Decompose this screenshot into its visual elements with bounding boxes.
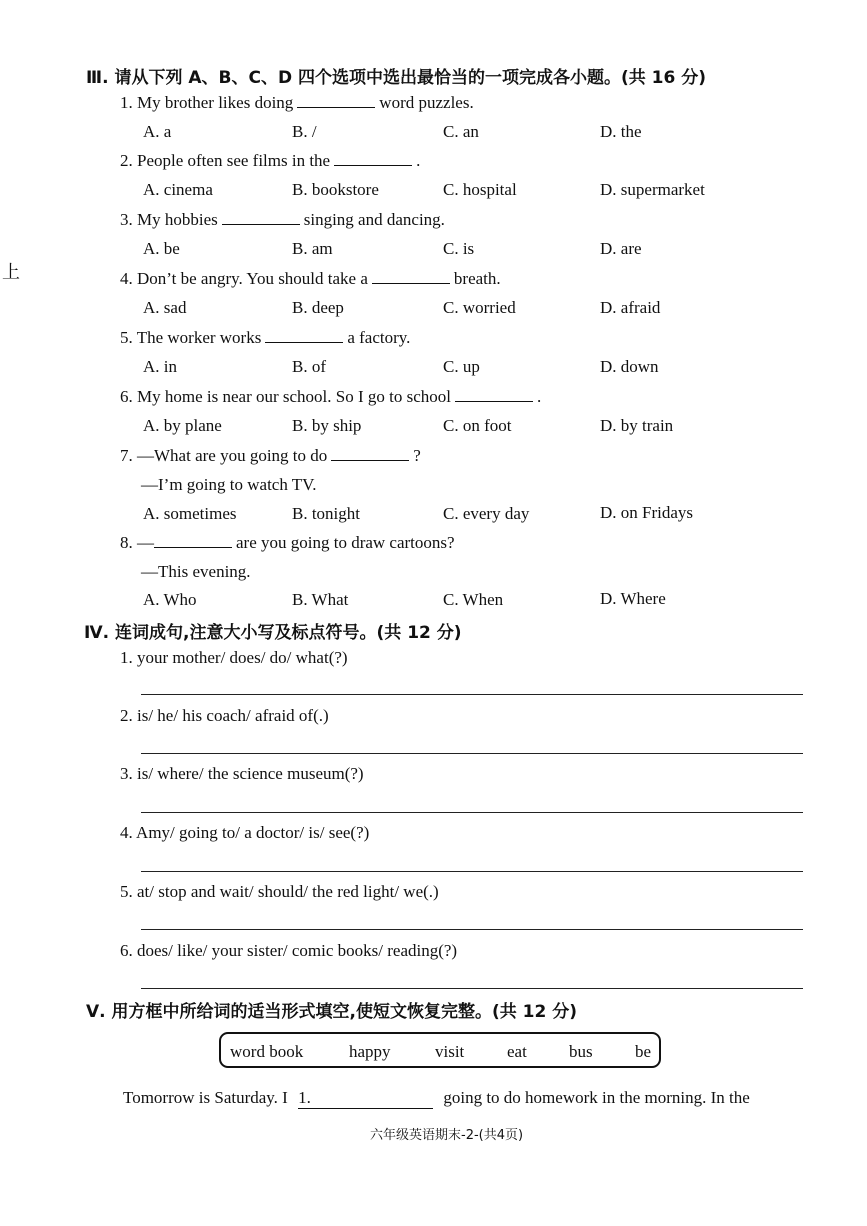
answer-blank[interactable] [222,210,300,225]
option-4d: D. afraid [600,298,661,317]
reorder-item-1: 1. your mother/ does/ do/ what(?) [120,648,348,667]
word-box-item: visit [435,1042,465,1061]
option-5a: A. in [143,357,177,376]
question-1: 1. My brother likes doing word puzzles. [120,93,474,112]
option-1a: A. a [143,122,172,141]
section-5-header: Ⅴ. 用方框中所给词的适当形式填空,使短文恢复完整。(共 12 分) [86,1002,578,1022]
reorder-item-2: 2. is/ he/ his coach/ afraid of(.) [120,706,329,725]
question-8-reply: —This evening. [141,562,251,581]
option-6a: A. by plane [143,416,222,435]
option-3d: D. are [600,239,642,258]
question-5: 5. The worker works a factory. [120,328,411,347]
option-2b: B. bookstore [292,180,379,199]
option-1b: B. / [292,122,317,141]
option-1d: D. the [600,122,642,141]
question-3: 3. My hobbies singing and dancing. [120,210,445,229]
answer-line-1[interactable] [141,694,803,695]
option-1c: C. an [443,122,479,141]
option-6d: D. by train [600,416,674,435]
option-2a: A. cinema [143,180,213,199]
answer-blank[interactable] [334,151,412,166]
answer-blank[interactable] [265,328,343,343]
option-4c: C. worried [443,298,516,317]
reorder-item-5: 5. at/ stop and wait/ should/ the red light/ we(.) [120,882,439,901]
option-2c: C. hospital [443,180,517,199]
option-6c: C. on foot [443,416,512,435]
option-7d: D. on Fridays [600,503,694,522]
question-7: 7. —What are you going to do ? [120,446,421,465]
passage-blank-1[interactable]: 1. [298,1088,433,1109]
answer-line-3[interactable] [141,812,803,813]
option-4a: A. sad [143,298,187,317]
question-4: 4. Don’t be angry. You should take a breath. [120,269,501,288]
option-8a: A. Who [143,590,197,609]
question-6: 6. My home is near our school. So I go to school . [120,387,542,406]
word-box-item: eat [507,1042,527,1061]
page-footer: 六年级英语期末-2-(共4页) [370,1128,524,1143]
answer-blank[interactable] [455,387,533,402]
section-3-header: Ⅲ. 请从下列 A、B、C、D 四个选项中选出最恰当的一项完成各小题。(共 16 分) [86,68,707,88]
option-8c: C. When [443,590,504,609]
answer-line-2[interactable] [141,753,803,754]
question-8: 8. — are you going to draw cartoons? [120,533,455,552]
margin-mark: 上 [2,262,20,283]
option-3a: A. be [143,239,180,258]
option-2d: D. supermarket [600,180,705,199]
answer-line-6[interactable] [141,988,803,989]
reorder-item-6: 6. does/ like/ your sister/ comic books/ reading(?) [120,941,458,960]
reorder-item-4: 4. Amy/ going to/ a doctor/ is/ see(?) [120,823,370,842]
option-7a: A. sometimes [143,504,237,523]
answer-blank[interactable] [331,446,409,461]
option-5c: C. up [443,357,480,376]
option-8d: D. Where [600,589,666,608]
option-7b: B. tonight [292,504,361,523]
section-4-header: Ⅳ. 连词成句,注意大小写及标点符号。(共 12 分) [84,623,462,643]
word-box-item: bus [569,1042,593,1061]
word-box-item: be [635,1042,652,1061]
option-3c: C. is [443,239,475,258]
question-7-reply: —I’m going to watch TV. [141,475,317,494]
word-box-item: happy [349,1042,391,1061]
reorder-item-3: 3. is/ where/ the science museum(?) [120,764,364,783]
answer-line-4[interactable] [141,871,803,872]
answer-line-5[interactable] [141,929,803,930]
passage-line: Tomorrow is Saturday. I 1. going to do homework in the morning. In the [123,1088,750,1107]
option-5b: B. of [292,357,326,376]
option-5d: D. down [600,357,659,376]
question-2: 2. People often see films in the . [120,151,421,170]
answer-blank[interactable] [154,533,232,548]
answer-blank[interactable] [372,269,450,284]
option-3b: B. am [292,239,333,258]
option-4b: B. deep [292,298,344,317]
answer-blank[interactable] [297,93,375,108]
option-7c: C. every day [443,504,530,523]
option-6b: B. by ship [292,416,362,435]
option-8b: B. What [292,590,349,609]
word-box-item: word book [230,1042,304,1061]
